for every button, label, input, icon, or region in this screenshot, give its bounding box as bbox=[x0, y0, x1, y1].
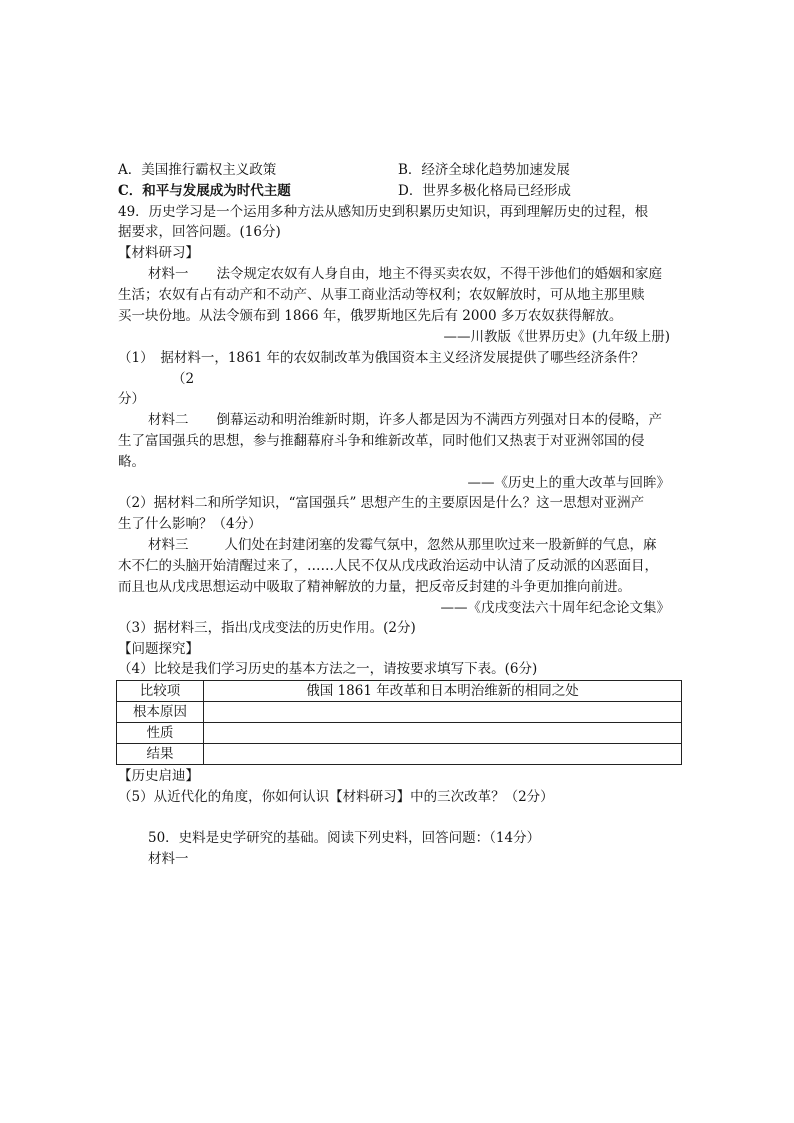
table-row-label: 结果 bbox=[117, 744, 204, 765]
q49-5: （5）从近代化的角度，你如何认识【材料研习】中的三次改革？（2分） bbox=[118, 789, 554, 805]
material1-source: ——川教版《世界历史》(九年级上册) bbox=[443, 329, 670, 345]
material2-line3: 略。 bbox=[118, 454, 145, 470]
material2-label: 材料二 bbox=[148, 412, 189, 428]
q50-intro: 50．史料是史学研究的基础。阅读下列史料，回答问题：（14分） bbox=[148, 830, 541, 846]
table-row bbox=[117, 702, 682, 723]
material3-label: 材料三 bbox=[148, 537, 189, 553]
table-header-cell: 比较项 bbox=[117, 681, 204, 702]
material2-line1 bbox=[148, 410, 662, 430]
table-header-cell: 俄国 1861 年改革和日本明治维新的相同之处 bbox=[204, 681, 682, 702]
option-c: C．和平与发展成为时代主题 bbox=[118, 183, 291, 199]
option-a: A．美国推行霸权主义政策 bbox=[118, 162, 277, 178]
table-row bbox=[117, 744, 682, 765]
material1-label: 材料一 bbox=[148, 266, 189, 282]
table-answer-cell[interactable] bbox=[204, 702, 682, 723]
section-history-insight: 【历史启迪】 bbox=[118, 768, 199, 784]
table-answer-cell[interactable] bbox=[204, 744, 682, 765]
q50-material1-label: 材料一 bbox=[148, 851, 189, 867]
q49-intro-line2: 据要求，回答问题。(16分) bbox=[118, 224, 281, 240]
material3-line3: 而且也从戊戌思想运动中吸取了精神解放的力量，把反帝反封建的斗争更加推向前进。 bbox=[118, 579, 631, 595]
material2-line2: 生了富国强兵的思想，参与推翻幕府斗争和维新改革，同时他们又热衷于对亚洲邻国的侵 bbox=[118, 433, 645, 449]
material1-line2: 生活；农奴有占有动产和不动产、从事工商业活动等权利；农奴解放时，可从地主那里赎 bbox=[118, 287, 645, 303]
material2-text1: 倒幕运动和明治维新时期，许多人都是因为不满西方列强对日本的侵略，产 bbox=[216, 412, 662, 428]
material3-line1 bbox=[148, 535, 657, 555]
section-material-study: 【材料研习】 bbox=[118, 245, 199, 261]
table-header-row bbox=[117, 681, 682, 702]
q49-2-line1: （2）据材料二和所学知识，“富国强兵” 思想产生的主要原因是什么？这一思想对亚洲产 bbox=[118, 495, 645, 511]
material2-source: ——《历史上的重大改革与回眸》 bbox=[467, 475, 670, 491]
table-answer-cell[interactable] bbox=[204, 723, 682, 744]
material3-line2: 木不仁的头脑开始清醒过来了，……人民不仅从戊戌政治运动中认清了反动派的凶恶面目， bbox=[118, 558, 658, 574]
option-b: B．经济全球化趋势加速发展 bbox=[398, 162, 570, 178]
table-row-label: 根本原因 bbox=[117, 702, 204, 723]
comparison-table bbox=[116, 680, 682, 765]
material1-line1 bbox=[148, 264, 662, 284]
q49-3: （3）据材料三，指出戊戌变法的历史作用。(2分) bbox=[118, 620, 416, 636]
q49-intro-line1: 49．历史学习是一个运用多种方法从感知历史到积累历史知识，再到理解历史的过程，根 bbox=[118, 204, 649, 220]
q49-1-line2: （2 bbox=[172, 371, 195, 387]
material1-text1: 法令规定农奴有人身自由，地主不得买卖农奴，不得干涉他们的婚姻和家庭 bbox=[216, 266, 662, 282]
material3-text1: 人们处在封建闭塞的发霉气氛中，忽然从那里吹过来一股新鲜的气息，麻 bbox=[224, 537, 657, 553]
q49-1-line1: （1） 据材料一，1861 年的农奴制改革为俄国资本主义经济发展提供了哪些经济条件？ bbox=[118, 350, 645, 366]
option-d: D．世界多极化格局已经形成 bbox=[398, 183, 571, 199]
q49-1-line3: 分） bbox=[118, 391, 145, 407]
table-row bbox=[117, 723, 682, 744]
material3-source: ——《戊戌变法六十周年纪念论文集》 bbox=[440, 600, 670, 616]
q49-2-line2: 生了什么影响？（4分） bbox=[118, 516, 262, 532]
material1-line3: 买一块份地。从法令颁布到 1866 年，俄罗斯地区先后有 2000 多万农奴获得解放。 bbox=[118, 308, 623, 324]
section-problem-explore: 【问题探究】 bbox=[118, 641, 199, 657]
q49-4: （4）比较是我们学习历史的基本方法之一，请按要求填写下表。(6分) bbox=[118, 661, 538, 677]
table-row-label: 性质 bbox=[117, 723, 204, 744]
